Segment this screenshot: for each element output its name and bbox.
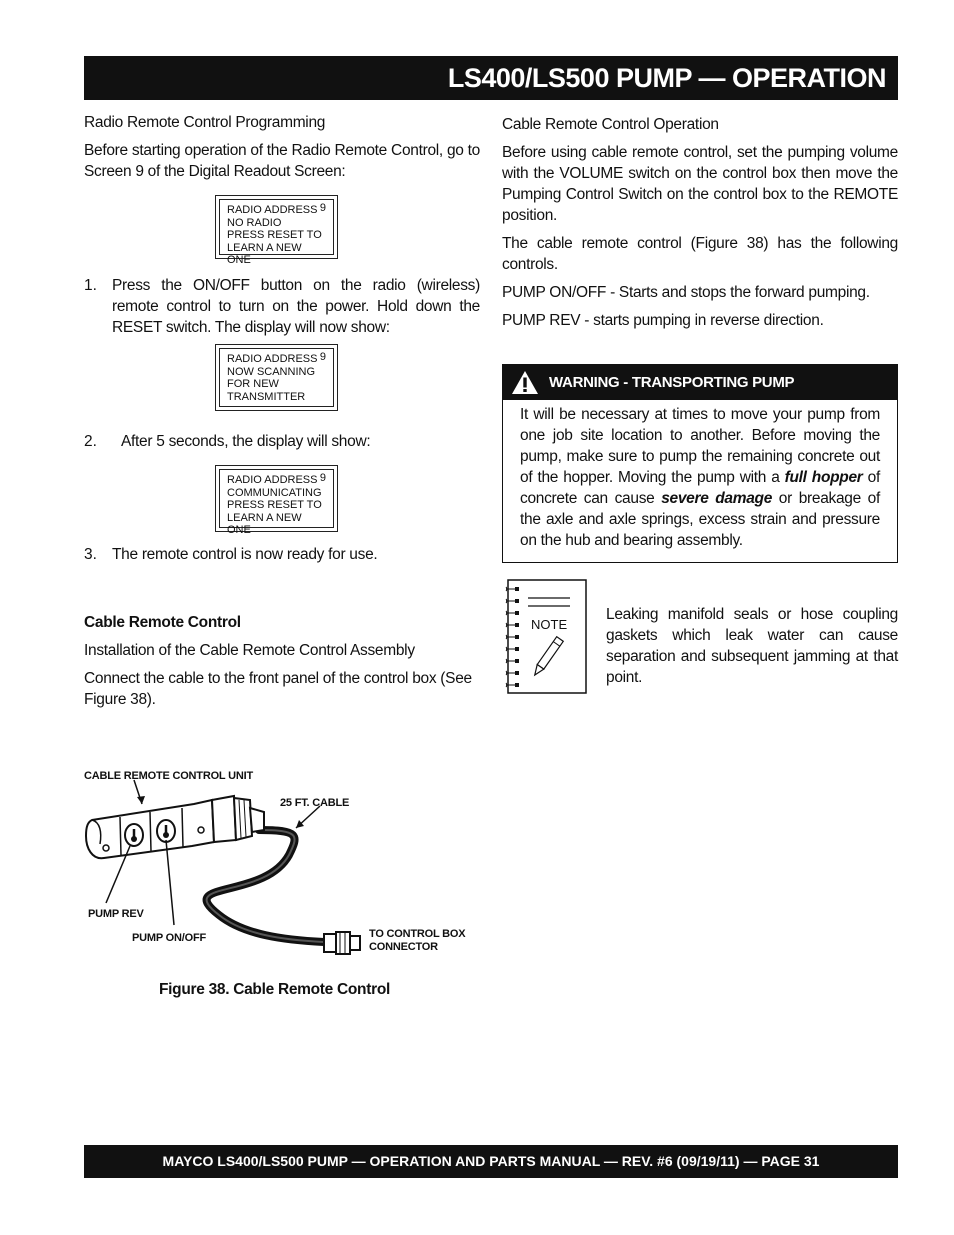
screen-number: 9 (319, 472, 326, 484)
label-cable: 25 FT. CABLE (280, 797, 350, 809)
pump-onoff-paragraph: PUMP ON/OFF - Starts and stops the forward pumping. (502, 284, 870, 301)
pump-rev-paragraph: PUMP REV - starts pumping in reverse direction. (502, 312, 824, 329)
display-line: RADIO ADDRESS (227, 353, 318, 365)
display-line: NOW SCANNING (227, 365, 315, 378)
display-screen-2 (215, 344, 338, 411)
step-text: Press the ON/OFF button on the radio (wireless) remote control to turn on the power. Hold down the RESET switch. The display will now show: (112, 277, 480, 336)
step-number: 1. (84, 277, 97, 294)
left-column-intro (84, 112, 480, 189)
radio-heading: Radio Remote Control Programming (84, 114, 326, 131)
cable-operation-heading: Cable Remote Control Operation (502, 116, 719, 133)
display-line: PRESS RESET TO (227, 499, 322, 512)
note-text: Leaking manifold seals or hose coupling gaskets which leak water can cause separation and subsequent jamming at that point. (606, 606, 898, 686)
label-pump-onoff: PUMP ON/OFF (132, 932, 206, 944)
note-label: NOTE (531, 617, 568, 632)
right-column (502, 114, 898, 338)
label-remote-unit: CABLE REMOTE CONTROL UNIT (84, 770, 253, 782)
controls-paragraph: The cable remote control (Figure 38) has the following controls. (502, 235, 898, 273)
warning-title: WARNING - TRANSPORTING PUMP (549, 374, 795, 391)
label-connector-line: TO CONTROL BOX (369, 928, 466, 940)
cable-remote-section (84, 612, 480, 717)
step-3 (84, 544, 480, 565)
display-line: TRANSMITTER (227, 390, 306, 403)
note-icon (504, 579, 588, 701)
radio-intro-paragraph: Before starting operation of the Radio Remote Control, go to Screen 9 of the Digital Readout Screen: (84, 142, 480, 180)
step-text: After 5 seconds, the display will show: (121, 433, 371, 450)
label-connector (369, 928, 465, 954)
label-connector-line: CONNECTOR (369, 941, 438, 953)
display-line: LEARN A NEW ONE (227, 511, 302, 537)
warning-text (520, 404, 880, 551)
display-line: RADIO ADDRESS (227, 204, 318, 216)
step-text: The remote control is now ready for use. (112, 546, 378, 563)
figure-caption: Figure 38. Cable Remote Control (159, 981, 390, 998)
warning-text-part: or breakage of the axle and axle springs, excess strain and pressure on the hub and bearing assembly. (520, 490, 881, 549)
page-footer: MAYCO LS400/LS500 PUMP — OPERATION AND PARTS MANUAL — REV. #6 (09/19/11) — PAGE 31 (84, 1145, 898, 1178)
warning-triangle-icon (511, 370, 539, 395)
screen-number: 9 (319, 351, 326, 363)
cable-operation-paragraph: Before using cable remote control, set the pumping volume with the VOLUME switch on the control box then move the Pumping Control Switch on the control box to the REMOTE position. (502, 144, 898, 224)
display-line: RADIO ADDRESS (227, 474, 318, 486)
display-screen-3 (215, 465, 338, 537)
step-number: 3. (84, 546, 97, 563)
display-screen-1 (215, 195, 338, 267)
page-header (84, 56, 898, 100)
screen-number: 9 (319, 202, 326, 214)
display-line: PRESS RESET TO (227, 229, 322, 242)
display-line: NO RADIO (227, 216, 282, 229)
display-line: COMMUNICATING (227, 486, 322, 499)
step-number: 2. (84, 433, 97, 450)
display-line: FOR NEW (227, 378, 279, 391)
installation-paragraph: Installation of the Cable Remote Control Assembly (84, 642, 415, 659)
connect-paragraph: Connect the cable to the front panel of the control box (See Figure 38). (84, 670, 472, 708)
page-title: LS400/LS500 PUMP — OPERATION (447, 63, 886, 93)
step-1 (84, 275, 480, 338)
warning-emphasis: full hopper (784, 469, 863, 486)
cable-remote-heading: Cable Remote Control (84, 614, 241, 631)
label-pump-rev: PUMP REV (88, 908, 144, 920)
display-line: LEARN A NEW ONE (227, 241, 302, 267)
warning-header (503, 365, 897, 400)
step-2 (84, 431, 480, 452)
warning-text-part: It will be necessary at times to move your pump from one job site location to another. Before moving the pump, make sure to pump the remaining concrete out of the hopper. Moving the pump with a (520, 406, 880, 486)
warning-emphasis: severe damage (661, 490, 773, 507)
warning-box (502, 364, 898, 563)
figure-38 (84, 760, 484, 970)
warning-text-part: of concrete can cause (520, 469, 880, 507)
